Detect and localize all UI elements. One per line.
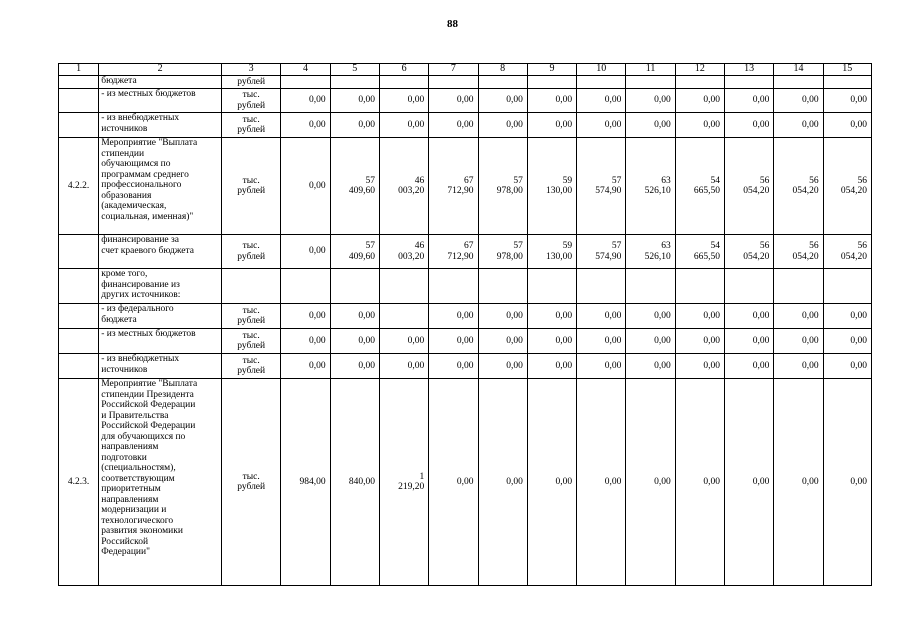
row-value: 0,00 <box>626 329 675 354</box>
table-row <box>59 329 872 354</box>
row-value: 0,00 <box>577 329 626 354</box>
row-value: 0,00 <box>429 304 478 329</box>
table-row <box>59 269 872 304</box>
row-value: 63 526,10 <box>626 138 675 235</box>
row-unit: тыс. рублей <box>221 329 280 354</box>
row-value: 0,00 <box>577 354 626 379</box>
row-code <box>59 76 99 89</box>
row-value: 56 054,20 <box>725 138 774 235</box>
column-header: 9 <box>527 64 576 76</box>
row-value: 984,00 <box>281 379 330 586</box>
row-value: 0,00 <box>577 379 626 586</box>
row-value: 0,00 <box>478 304 527 329</box>
row-name: - из внебюджетных источников <box>99 354 222 379</box>
row-value: 56 054,20 <box>774 138 823 235</box>
table-row <box>59 76 872 89</box>
column-header: 4 <box>281 64 330 76</box>
row-value <box>577 76 626 89</box>
row-value: 0,00 <box>281 138 330 235</box>
row-value: 0,00 <box>330 354 379 379</box>
row-value <box>478 76 527 89</box>
row-value: 0,00 <box>281 304 330 329</box>
row-value <box>823 76 871 89</box>
row-value <box>577 269 626 304</box>
row-name: бюджета <box>99 76 222 89</box>
column-header: 13 <box>725 64 774 76</box>
row-name: - из внебюджетных источников <box>99 113 222 138</box>
row-value: 0,00 <box>823 89 871 113</box>
row-value: 0,00 <box>527 354 576 379</box>
row-value <box>774 269 823 304</box>
row-value: 0,00 <box>527 329 576 354</box>
column-header: 8 <box>478 64 527 76</box>
row-value: 0,00 <box>823 304 871 329</box>
row-value: 0,00 <box>725 304 774 329</box>
column-header: 10 <box>577 64 626 76</box>
row-value: 0,00 <box>429 113 478 138</box>
table-row <box>59 89 872 113</box>
table-row <box>59 235 872 269</box>
row-value: 56 054,20 <box>823 138 871 235</box>
row-name: кроме того, финансирование из других источников: <box>99 269 222 304</box>
row-value <box>429 269 478 304</box>
row-value: 0,00 <box>478 113 527 138</box>
row-value: 0,00 <box>330 304 379 329</box>
row-value: 0,00 <box>774 304 823 329</box>
row-value: 57 574,90 <box>577 235 626 269</box>
row-value: 840,00 <box>330 379 379 586</box>
row-value: 67 712,90 <box>429 235 478 269</box>
row-value <box>626 269 675 304</box>
row-unit: тыс. рублей <box>221 89 280 113</box>
row-name: - из местных бюджетов <box>99 89 222 113</box>
row-value: 0,00 <box>725 354 774 379</box>
row-value: 0,00 <box>577 113 626 138</box>
row-value: 0,00 <box>774 113 823 138</box>
row-value: 0,00 <box>281 113 330 138</box>
row-name: - из местных бюджетов <box>99 329 222 354</box>
row-value: 46 003,20 <box>379 138 428 235</box>
column-header: 5 <box>330 64 379 76</box>
row-value: 0,00 <box>379 329 428 354</box>
row-value <box>527 76 576 89</box>
row-value <box>675 269 724 304</box>
row-unit: рублей <box>221 76 280 89</box>
row-value: 0,00 <box>429 354 478 379</box>
row-code: 4.2.2. <box>59 138 99 235</box>
row-value <box>626 76 675 89</box>
row-value <box>330 269 379 304</box>
row-value: 0,00 <box>675 113 724 138</box>
row-value: 0,00 <box>527 113 576 138</box>
row-unit: тыс. рублей <box>221 235 280 269</box>
row-value: 1 219,20 <box>379 379 428 586</box>
row-value: 0,00 <box>626 354 675 379</box>
row-unit <box>221 269 280 304</box>
row-value: 0,00 <box>675 354 724 379</box>
row-value: 57 978,00 <box>478 138 527 235</box>
row-value: 46 003,20 <box>379 235 428 269</box>
row-value: 0,00 <box>281 329 330 354</box>
table-row <box>59 113 872 138</box>
row-value: 0,00 <box>823 329 871 354</box>
row-value: 0,00 <box>281 235 330 269</box>
column-header: 14 <box>774 64 823 76</box>
row-value <box>379 304 428 329</box>
row-value: 0,00 <box>379 354 428 379</box>
row-value: 0,00 <box>725 113 774 138</box>
row-value: 0,00 <box>626 89 675 113</box>
column-header: 15 <box>823 64 871 76</box>
column-header: 1 <box>59 64 99 76</box>
row-value <box>823 269 871 304</box>
row-value: 0,00 <box>577 89 626 113</box>
row-value: 57 978,00 <box>478 235 527 269</box>
row-value: 56 054,20 <box>725 235 774 269</box>
row-code <box>59 329 99 354</box>
row-value: 0,00 <box>379 113 428 138</box>
row-value: 0,00 <box>823 379 871 586</box>
row-value: 0,00 <box>527 304 576 329</box>
column-header: 11 <box>626 64 675 76</box>
row-value: 0,00 <box>429 89 478 113</box>
row-unit: тыс. рублей <box>221 138 280 235</box>
row-value <box>281 269 330 304</box>
row-value <box>774 76 823 89</box>
row-value: 0,00 <box>774 89 823 113</box>
row-code: 4.2.3. <box>59 379 99 586</box>
page-number: 88 <box>447 18 458 30</box>
table-row <box>59 379 872 586</box>
row-value: 0,00 <box>330 329 379 354</box>
row-value: 0,00 <box>823 354 871 379</box>
row-value: 0,00 <box>478 354 527 379</box>
row-value <box>281 76 330 89</box>
row-value: 67 712,90 <box>429 138 478 235</box>
table-row <box>59 304 872 329</box>
row-value <box>478 269 527 304</box>
row-name: финансирование за счет краевого бюджета <box>99 235 222 269</box>
table-row <box>59 354 872 379</box>
column-header: 3 <box>221 64 280 76</box>
row-value: 0,00 <box>725 89 774 113</box>
row-value: 57 574,90 <box>577 138 626 235</box>
row-value <box>527 269 576 304</box>
column-header: 7 <box>429 64 478 76</box>
row-value: 0,00 <box>379 89 428 113</box>
row-unit: тыс. рублей <box>221 304 280 329</box>
row-value: 0,00 <box>429 329 478 354</box>
row-value <box>429 76 478 89</box>
row-code <box>59 235 99 269</box>
row-name: - из федерального бюджета <box>99 304 222 329</box>
row-value: 56 054,20 <box>774 235 823 269</box>
row-value: 0,00 <box>626 304 675 329</box>
row-value: 0,00 <box>626 113 675 138</box>
row-value: 63 526,10 <box>626 235 675 269</box>
row-value: 0,00 <box>725 329 774 354</box>
row-code <box>59 304 99 329</box>
table-row <box>59 138 872 235</box>
row-value: 0,00 <box>281 89 330 113</box>
row-value: 0,00 <box>823 113 871 138</box>
row-value: 0,00 <box>725 379 774 586</box>
row-value: 0,00 <box>527 379 576 586</box>
row-value: 0,00 <box>626 379 675 586</box>
row-value: 0,00 <box>527 89 576 113</box>
budget-table <box>58 63 872 586</box>
column-header: 12 <box>675 64 724 76</box>
row-value: 56 054,20 <box>823 235 871 269</box>
row-value <box>725 269 774 304</box>
row-unit: тыс. рублей <box>221 379 280 586</box>
row-value: 0,00 <box>675 89 724 113</box>
row-value: 0,00 <box>478 89 527 113</box>
row-value <box>330 76 379 89</box>
row-name: Мероприятие "Выплата стипендии Президента Российской Федерации и Правительства Российской Федерации для обучающихся по направлениям подготовки (специальностям), соответствующим приоритетным направлениям модернизации и технологического развития экономики Российской Федерации" <box>99 379 222 586</box>
row-name: Мероприятие "Выплата стипендии обучающимся по программам среднего профессионального образования (академическая, социальная, именная)" <box>99 138 222 235</box>
row-value: 0,00 <box>675 379 724 586</box>
row-unit: тыс. рублей <box>221 354 280 379</box>
row-code <box>59 113 99 138</box>
column-header: 6 <box>379 64 428 76</box>
row-value: 54 665,50 <box>675 235 724 269</box>
row-code <box>59 269 99 304</box>
row-value: 0,00 <box>675 304 724 329</box>
row-value: 0,00 <box>330 89 379 113</box>
row-value: 0,00 <box>675 329 724 354</box>
row-value: 0,00 <box>478 329 527 354</box>
row-value: 0,00 <box>429 379 478 586</box>
row-value: 57 409,60 <box>330 235 379 269</box>
row-value: 59 130,00 <box>527 138 576 235</box>
row-code <box>59 89 99 113</box>
row-code <box>59 354 99 379</box>
row-value <box>379 269 428 304</box>
column-header: 2 <box>99 64 222 76</box>
row-value: 54 665,50 <box>675 138 724 235</box>
row-value: 0,00 <box>774 329 823 354</box>
row-value: 0,00 <box>478 379 527 586</box>
header-row <box>59 64 872 76</box>
row-value: 0,00 <box>281 354 330 379</box>
row-value: 59 130,00 <box>527 235 576 269</box>
row-value: 0,00 <box>577 304 626 329</box>
row-value <box>725 76 774 89</box>
row-value <box>379 76 428 89</box>
row-value: 57 409,60 <box>330 138 379 235</box>
row-value <box>675 76 724 89</box>
row-value: 0,00 <box>774 354 823 379</box>
row-unit: тыс. рублей <box>221 113 280 138</box>
row-value: 0,00 <box>330 113 379 138</box>
row-value: 0,00 <box>774 379 823 586</box>
